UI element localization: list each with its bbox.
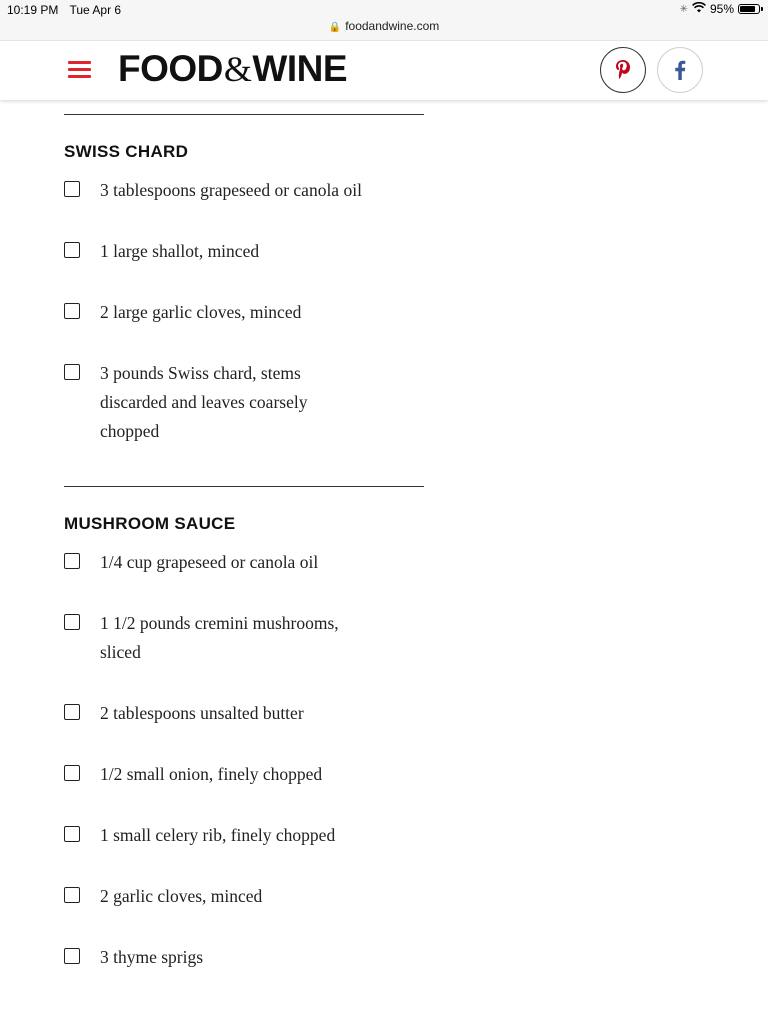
ingredient-item[interactable]: [64, 943, 424, 972]
ingredient-text: 1/4 cup grapeseed or canola oil: [100, 552, 319, 572]
status-indicators: [680, 2, 760, 16]
ingredient-text: 3 tablespoons grapeseed or canola oil: [100, 180, 362, 200]
ingredient-text: 1 small celery rib, finely chopped: [100, 825, 336, 845]
ingredient-text: 1 large shallot, minced: [100, 241, 260, 261]
ingredient-text: 1/2 small onion, finely chopped: [100, 764, 323, 784]
ingredient-item[interactable]: [64, 609, 424, 667]
pinterest-icon: [614, 59, 632, 81]
url-text: foodandwine.com: [345, 19, 440, 33]
wifi-icon: [692, 2, 706, 16]
section-divider: [64, 114, 424, 115]
ingredient-text: 3 thyme sprigs: [100, 947, 204, 967]
facebook-icon: [674, 60, 686, 80]
section-title: SWISS CHARD: [64, 142, 189, 161]
ingredient-item[interactable]: [64, 882, 424, 911]
ingredient-text: 2 garlic cloves, minced: [100, 886, 263, 906]
ingredient-item[interactable]: [64, 298, 424, 327]
ingredient-checkbox[interactable]: [64, 303, 80, 319]
ingredient-text: 3 pounds Swiss chard, stems discarded and leaves coarsely chopped: [100, 363, 308, 441]
lock-icon: 🔒: [328, 22, 342, 33]
ingredient-text: 2 tablespoons unsalted butter: [100, 703, 304, 723]
site-logo[interactable]: [118, 48, 347, 90]
ingredient-item[interactable]: [64, 176, 424, 205]
ingredient-section: [64, 486, 424, 972]
logo-food: FOOD: [118, 48, 223, 89]
ingredient-checkbox[interactable]: [64, 765, 80, 781]
status-time-date: [7, 3, 129, 17]
ingredient-item[interactable]: [64, 760, 424, 789]
ingredient-checkbox[interactable]: [64, 242, 80, 258]
ingredient-checkbox[interactable]: [64, 364, 80, 380]
ingredients-list: [64, 114, 424, 972]
ingredient-checkbox[interactable]: [64, 704, 80, 720]
activity-icon: ✳: [679, 3, 688, 15]
battery-icon: [738, 4, 760, 14]
ingredient-item[interactable]: [64, 699, 424, 728]
ingredient-checkbox[interactable]: [64, 887, 80, 903]
ingredient-checkbox[interactable]: [64, 181, 80, 197]
status-bar: [0, 0, 768, 40]
ingredient-checkbox[interactable]: [64, 826, 80, 842]
pinterest-button[interactable]: [600, 47, 646, 93]
ingredient-item[interactable]: [64, 237, 424, 266]
ingredient-item[interactable]: [64, 548, 424, 577]
ingredient-item[interactable]: [64, 821, 424, 850]
site-header: [0, 40, 768, 100]
ingredient-checkbox[interactable]: [64, 614, 80, 630]
ingredient-checkbox[interactable]: [64, 948, 80, 964]
ingredient-text: 2 large garlic cloves, minced: [100, 302, 302, 322]
status-date: Tue Apr 6: [69, 3, 122, 17]
ingredient-checkbox[interactable]: [64, 553, 80, 569]
ingredient-item[interactable]: [64, 359, 424, 446]
logo-ampersand: &: [223, 49, 252, 89]
ingredient-section: [64, 114, 424, 446]
section-divider: [64, 486, 424, 487]
logo-wine: WINE: [252, 48, 348, 89]
ingredient-text: 1 1/2 pounds cremini mushrooms, sliced: [100, 613, 339, 662]
address-bar[interactable]: [0, 19, 768, 33]
status-time: 10:19 PM: [7, 3, 59, 17]
facebook-button[interactable]: [657, 47, 703, 93]
section-title: MUSHROOM SAUCE: [64, 514, 236, 533]
menu-icon[interactable]: [68, 61, 91, 78]
battery-percent: 95%: [709, 2, 734, 16]
